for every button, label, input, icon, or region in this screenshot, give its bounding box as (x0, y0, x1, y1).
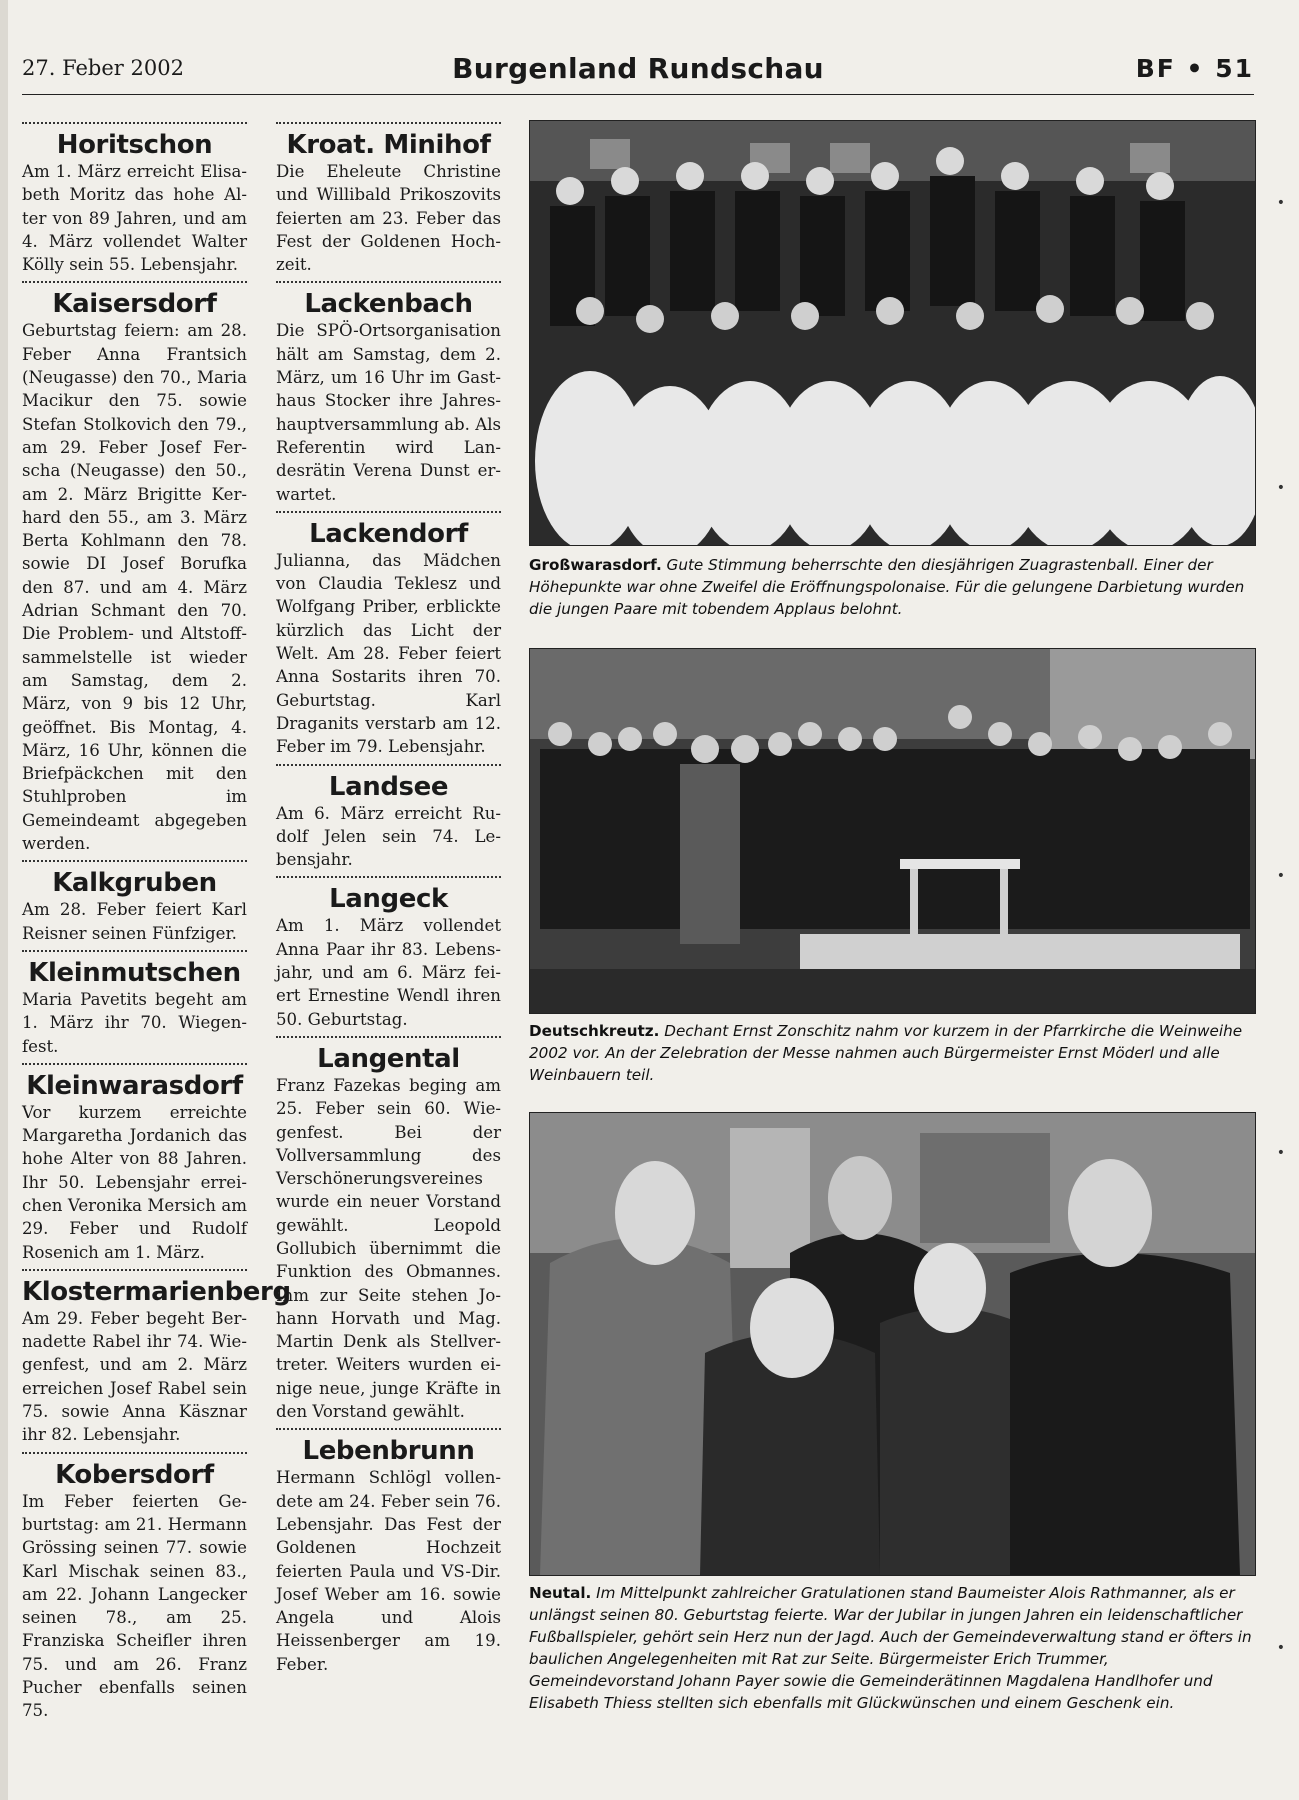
caption-place: Deutschkreutz. (529, 1022, 660, 1040)
item-text: Franz Fazekas beging am 25. Feber sein 60. Wiegenfest. Bei der Vollversammlung des Verschönerungsvereines wurde ein neuer Vorstand gewählt. Leopold Gollubich übernimmt die Funktion des Obmannes. Ihm zur Seite stehen Johann Horvath und Mag. Martin Denk als Stellvertreter. Weiters wurden einige neue, junge Kräfte in den Vorstand gewählt. (276, 1075, 501, 1422)
item-heading: Lackendorf (309, 518, 468, 549)
issue-date: 27. Feber 2002 (22, 56, 184, 80)
news-item (22, 122, 247, 276)
news-item (22, 1269, 291, 1447)
photo-ball-group (529, 120, 1256, 546)
item-heading: Kobersdorf (55, 1459, 214, 1490)
item-text: Am 1. März erreicht Elisabeth Moritz das hohe Alter von 89 Jahren, und am 4. März vollendet Walter Kölly sein 55. Lebensjahr. (22, 162, 247, 275)
column-middle (276, 122, 501, 1681)
caption-photo-church (529, 1020, 1254, 1086)
news-item (276, 511, 501, 759)
news-item (22, 281, 247, 855)
news-item (276, 876, 501, 1030)
item-heading: Horitschon (56, 130, 213, 160)
photo-ball-group-image (530, 121, 1255, 545)
item-heading: Lebenbrunn (302, 1436, 475, 1467)
item-heading: Kroat. Minihof (286, 130, 491, 160)
item-heading: Kleinwarasdorf (26, 1070, 243, 1101)
photo-birthday-image (530, 1113, 1255, 1575)
item-text: Im Feber feierten Geburtstag: am 21. Hermann Grössing seinen 77. sowie Karl Mischak seinen 83., am 22. Johann Langecker seinen 78., am 25. Franziska Scheifler ihren 75. und am 26. Franz Pucher ebenfalls seinen 75. (22, 1491, 247, 1721)
caption-text: Dechant Ernst Zonschitz nahm vor kurzem in der Pfarrkirche die Weinweihe 2002 vor. An der Zelebration der Messe nahmen auch Bürgermeister Ernst Möderl und alle Weinbauern teil. (529, 1022, 1243, 1084)
item-heading: Kalkgruben (52, 868, 217, 899)
item-text: Am 1. März vollendet Anna Paar ihr 83. Lebensjahr, und am 6. März feiert Ernestine Wendl ihren 50. Geburtstag. (276, 916, 501, 1029)
caption-photo-ball (529, 554, 1254, 620)
item-text: Maria Pavetits begeht am 1. März ihr 70. Wiegenfest. (22, 989, 247, 1056)
item-heading: Kleinmutschen (28, 957, 241, 988)
item-text: Vor kurzem erreichte Margaretha Jordanich das hohe Alter von 88 Jahren. Ihr 50. Lebensjahr erreichen Veronika Mersich am 29. Feber und Rudolf Rosenich am 1. März. (22, 1102, 247, 1262)
item-text: Am 29. Feber begeht Bernadette Rabel ihr 74. Wiegenfest, und am 2. März erreichen Josef Rabel sein 75. sowie Anna Käsznar ihr 82. Lebensjahr. (22, 1308, 247, 1445)
scan-edge (0, 0, 8, 1800)
scan-mark: • (1276, 195, 1285, 211)
news-item (276, 1036, 501, 1423)
scan-mark: • (1276, 868, 1285, 884)
news-item (22, 950, 247, 1058)
news-item (276, 1428, 501, 1676)
news-item (22, 860, 247, 945)
news-item (22, 1452, 247, 1723)
caption-place: Neutal. (529, 1584, 592, 1602)
item-text: Geburtstag feiern: am 28. Feber Anna Frantsich (Neugasse) den 70., Maria Macikur den 75. sowie Stefan Stolkovich den 79., am 29. Feber Josef Ferscha (Neugasse) den 50., am 2. März Brigitte Kerhard den 55., am 3. März Berta Kohlmann den 78. sowie DI Josef Borufka den 87. und am 4. März Adrian Schmant den 70. Die Problem- und Altstoffsammelstelle ist wieder am Samstag, dem 2. März, von 9 bis 12 Uhr, geöffnet. Bis Montag, 4. März, 16 Uhr, können die Briefpäckchen mit den Stuhlproben im Gemeindeamt abgegeben werden. (22, 321, 247, 854)
scan-mark: • (1276, 480, 1285, 496)
item-text: Am 28. Feber feiert Karl Reisner seinen Fünfziger. (22, 900, 247, 943)
scan-mark: • (1276, 1145, 1285, 1161)
news-item (22, 1063, 247, 1264)
item-text: Julianna, das Mädchen von Claudia Teklesz und Wolfgang Priber, erblickte kürzlich das Licht der Welt. Am 28. Feber feiert Anna Sostarits ihren 70. Geburtstag. Karl Draganits verstarb am 12. Feber im 79. Lebensjahr. (276, 550, 501, 757)
item-text: Hermann Schlögl vollendete am 24. Feber sein 76. Lebensjahr. Das Fest der Goldenen Hochzeit feierten Paula und VS-Dir. Josef Weber am 16. sowie Angela und Alois Heissenberger am 19. Feber. (276, 1468, 501, 1674)
photo-birthday-group (529, 1112, 1256, 1576)
item-heading: Kaisersdorf (52, 289, 217, 320)
item-heading: Langeck (329, 884, 448, 915)
caption-photo-birthday (529, 1582, 1254, 1714)
column-left (22, 122, 291, 1728)
caption-place: Großwarasdorf. (529, 556, 662, 574)
news-item (276, 281, 501, 505)
news-item (276, 122, 501, 276)
page-header (22, 50, 1254, 95)
item-text: Die SPÖ-Ortsorganisation hält am Samstag, dem 2. März, um 16 Uhr im Gasthaus Stocker ihre Jahreshauptversammlung ab. Als Referentin wird Landesrätin Verena Dunst erwartet. (276, 321, 502, 504)
item-heading: Langental (317, 1043, 460, 1074)
item-heading: Klostermarienberg (22, 1276, 291, 1307)
page-number: BF • 51 (1135, 54, 1254, 83)
newspaper-title: Burgenland Rundschau (452, 52, 824, 85)
photo-church-image (530, 649, 1255, 1013)
item-text: Am 6. März erreicht Rudolf Jelen sein 74. Lebensjahr. (276, 803, 501, 870)
scan-mark: • (1276, 1640, 1285, 1656)
item-heading: Lackenbach (304, 289, 473, 320)
item-text: Die Eheleute Christine und Willibald Prikoszovits feierten am 23. Feber das Fest der Goldenen Hochzeit. (276, 162, 501, 275)
item-heading: Landsee (328, 771, 449, 802)
caption-text: Im Mittelpunkt zahlreicher Gratulationen stand Baumeister Alois Rathmanner, als er unlängst seinen 80. Geburtstag feierte. War der Jubilar in jungen Jahren ein leidenschaftlicher Fußballspieler, gehört sein Herz nun der Jagd. Auch der Gemeindeverwaltung stand er öfters in baulichen Angelegenheiten mit Rat zur Seite. Bürgermeister Erich Trummer, Gemeindevorstand Johann Payer sowie die Gemeinderätinnen Magdalena Handlhofer und Elisabeth Thiess stellten sich ebenfalls mit Glückwünschen und einem Geschenk ein. (529, 1584, 1252, 1712)
news-item (276, 764, 501, 872)
caption-text: Gute Stimmung beherrschte den diesjährigen Zuagrastenball. Einer der Höhepunkte war ohne Zweifel die Eröffnungspolonaise. Für die gelungene Darbietung wurden die jungen Paare mit tobendem Applaus belohnt. (529, 556, 1245, 618)
photo-church-wine-blessing (529, 648, 1256, 1014)
